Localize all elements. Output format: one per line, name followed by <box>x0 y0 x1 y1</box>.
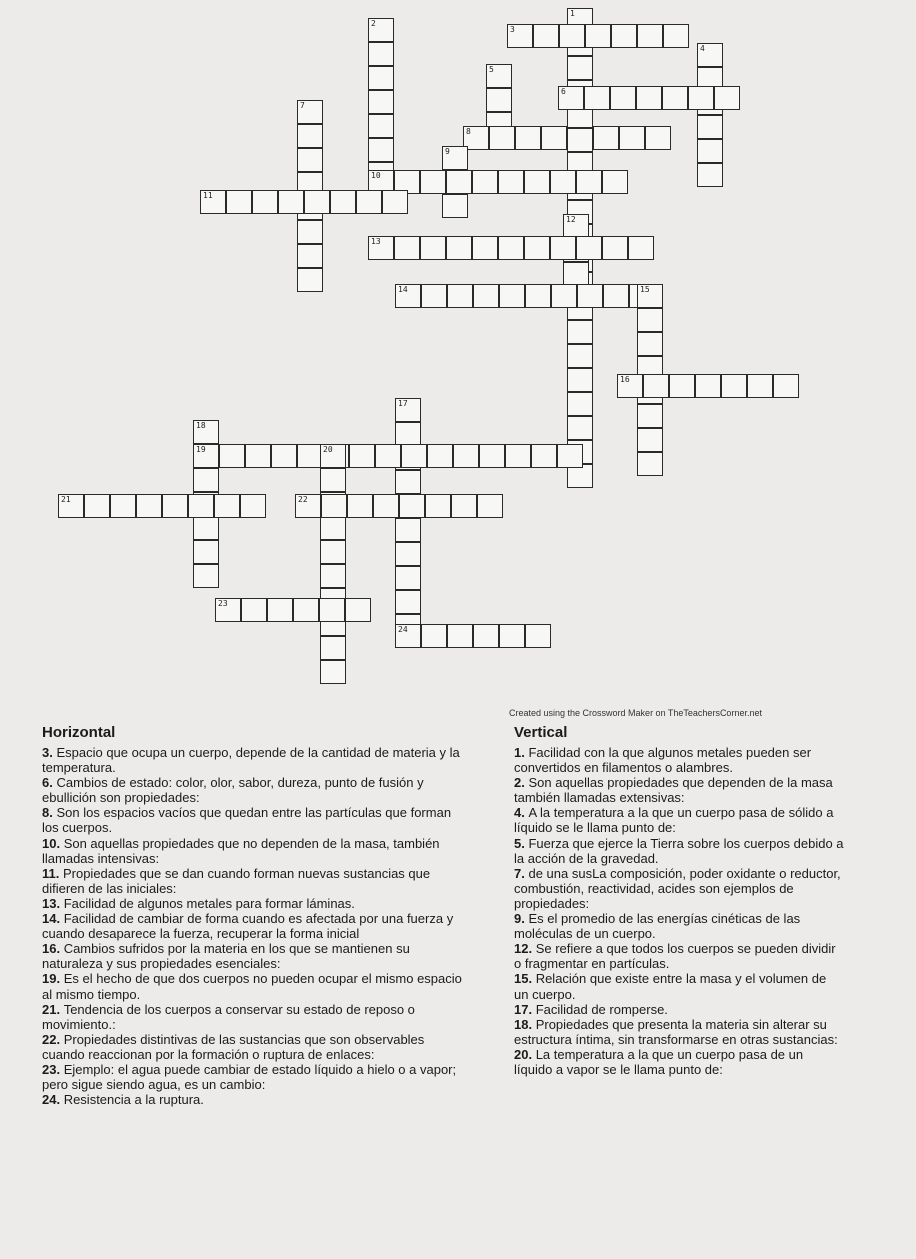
grid-cell[interactable] <box>425 494 451 518</box>
clue-text: Facilidad de cambiar de forma cuando es afectada por una fuerza y cuando desaparece la fuerza, recuperar la forma inicial <box>42 911 454 942</box>
grid-cell[interactable] <box>541 126 567 150</box>
clue-number: 12. <box>514 941 536 957</box>
grid-cell[interactable] <box>636 86 662 110</box>
clue-number-label: 12 <box>566 215 576 224</box>
grid-cell[interactable] <box>349 444 375 468</box>
grid-cell[interactable] <box>669 374 695 398</box>
horizontal-clue <box>42 866 462 896</box>
horizontal-clue <box>42 911 462 941</box>
grid-cell[interactable] <box>567 128 593 152</box>
grid-cell[interactable] <box>320 564 346 588</box>
clue-text: Fuerza que ejerce la Tierra sobre los cuerpos debido a la acción de la gravedad. <box>514 835 844 866</box>
grid-cell[interactable] <box>320 444 346 468</box>
clue-number-label: 24 <box>398 625 408 634</box>
clue-text: La temperatura a la que un cuerpo pasa de un líquido a vapor se le llama punto de: <box>514 1046 804 1077</box>
grid-cell[interactable] <box>347 494 373 518</box>
clue-number-label: 3 <box>510 25 515 34</box>
grid-cell[interactable] <box>395 518 421 542</box>
clue-text: Son los espacios vacíos que quedan entre las partículas que forman los cuerpos. <box>42 805 452 836</box>
grid-cell[interactable] <box>297 220 323 244</box>
grid-cell[interactable] <box>557 444 583 468</box>
grid-cell[interactable] <box>442 146 468 170</box>
grid-cell[interactable] <box>637 428 663 452</box>
clue-number-label: 1 <box>570 9 575 18</box>
grid-cell[interactable] <box>498 170 524 194</box>
clue-number: 6. <box>42 775 57 791</box>
grid-cell[interactable] <box>368 42 394 66</box>
grid-cell[interactable] <box>421 284 447 308</box>
clue-number-label: 19 <box>196 445 206 454</box>
clue-text: Facilidad de algunos metales para formar láminas. <box>63 895 355 911</box>
grid-cell[interactable] <box>602 170 628 194</box>
grid-cell[interactable] <box>637 452 663 476</box>
grid-cell[interactable] <box>617 374 643 398</box>
grid-cell[interactable] <box>663 24 689 48</box>
clue-text: Son aquellas propiedades que no dependen de la masa, también llamadas intensivas: <box>42 835 440 866</box>
grid-cell[interactable] <box>219 444 245 468</box>
grid-cell[interactable] <box>193 516 219 540</box>
clue-number-label: 17 <box>398 399 408 408</box>
grid-cell[interactable] <box>477 494 503 518</box>
grid-cell[interactable] <box>395 624 421 648</box>
clue-number-label: 7 <box>300 101 305 110</box>
grid-cell[interactable] <box>576 236 602 260</box>
clue-number-label: 8 <box>466 127 471 136</box>
grid-cell[interactable] <box>628 236 654 260</box>
vertical-clue <box>514 1047 844 1077</box>
clue-number: 10. <box>42 835 64 851</box>
grid-cell[interactable] <box>567 368 593 392</box>
grid-cell[interactable] <box>489 126 515 150</box>
grid-cell[interactable] <box>193 468 219 492</box>
clue-number: 1. <box>514 745 529 760</box>
clue-number: 5. <box>514 835 529 851</box>
horizontal-clues <box>42 745 462 1107</box>
grid-cell[interactable] <box>697 115 723 139</box>
grid-cell[interactable] <box>567 392 593 416</box>
grid-cell[interactable] <box>472 170 498 194</box>
grid-cell[interactable] <box>245 444 271 468</box>
vertical-clue <box>514 911 844 941</box>
grid-cell[interactable] <box>585 24 611 48</box>
grid-cell[interactable] <box>321 494 347 518</box>
clue-text: Son aquellas propiedades que dependen de la masa también llamadas extensivas: <box>514 775 833 806</box>
grid-cell[interactable] <box>420 236 446 260</box>
grid-cell[interactable] <box>472 236 498 260</box>
grid-cell[interactable] <box>162 494 188 518</box>
grid-cell[interactable] <box>603 284 629 308</box>
grid-cell[interactable] <box>297 148 323 172</box>
horizontal-clue <box>42 805 462 835</box>
clue-number-label: 18 <box>196 421 206 430</box>
grid-cell[interactable] <box>558 86 584 110</box>
clue-number-label: 13 <box>371 237 381 246</box>
grid-cell[interactable] <box>395 470 421 494</box>
clue-number: 18. <box>514 1016 536 1032</box>
grid-cell[interactable] <box>368 138 394 162</box>
grid-cell[interactable] <box>193 540 219 564</box>
clue-number: 3. <box>42 745 57 760</box>
grid-cell[interactable] <box>399 494 425 518</box>
clue-number-label: 20 <box>323 445 333 454</box>
horizontal-clue <box>42 1062 462 1092</box>
clue-number-label: 23 <box>218 599 228 608</box>
grid-cell[interactable] <box>515 126 541 150</box>
clue-number: 11. <box>42 865 63 881</box>
clue-number-label: 6 <box>561 87 566 96</box>
clue-text: Propiedades distintivas de las sustancias que son observables cuando reaccionan por la formación o ruptura de enlaces: <box>42 1031 425 1062</box>
grid-cell[interactable] <box>356 190 382 214</box>
grid-cell[interactable] <box>320 516 346 540</box>
vertical-clue <box>514 941 844 971</box>
grid-cell[interactable] <box>373 494 399 518</box>
vertical-clue <box>514 745 844 775</box>
grid-cell[interactable] <box>320 660 346 684</box>
grid-cell[interactable] <box>499 624 525 648</box>
clue-number: 20. <box>514 1046 536 1062</box>
grid-cell[interactable] <box>688 86 714 110</box>
grid-cell[interactable] <box>610 86 636 110</box>
clue-text: A la temperatura a la que un cuerpo pasa de sólido a líquido se le llama punto de: <box>514 805 834 836</box>
grid-cell[interactable] <box>240 494 266 518</box>
grid-cell[interactable] <box>576 170 602 194</box>
grid-cell[interactable] <box>297 100 323 124</box>
grid-cell[interactable] <box>567 416 593 440</box>
grid-cell[interactable] <box>421 624 447 648</box>
clue-text: Tendencia de los cuerpos a conservar su estado de reposo o movimiento.: <box>42 1001 415 1032</box>
grid-cell[interactable] <box>215 598 241 622</box>
clue-text: Resistencia a la ruptura. <box>63 1092 204 1108</box>
grid-cell[interactable] <box>550 236 576 260</box>
clue-text: Se refiere a que todos los cuerpos se pueden dividir o fragmentar en partículas. <box>514 941 836 972</box>
clue-number: 22. <box>42 1031 64 1047</box>
grid-cell[interactable] <box>297 124 323 148</box>
grid-cell[interactable] <box>395 284 421 308</box>
grid-cell[interactable] <box>499 284 525 308</box>
clue-number: 24. <box>42 1092 64 1108</box>
grid-cell[interactable] <box>320 540 346 564</box>
grid-cell[interactable] <box>58 494 84 518</box>
vertical-clue <box>514 866 844 911</box>
clue-number-label: 10 <box>371 171 381 180</box>
clue-number-label: 21 <box>61 495 71 504</box>
grid-cell[interactable] <box>637 24 663 48</box>
grid-cell[interactable] <box>297 244 323 268</box>
grid-cell[interactable] <box>214 494 240 518</box>
grid-cell[interactable] <box>453 444 479 468</box>
grid-cell[interactable] <box>304 190 330 214</box>
clue-number-label: 22 <box>298 495 308 504</box>
clue-text: Cambios sufridos por la materia en los que se mantienen su naturaleza y sus propiedades esenciales: <box>42 941 410 972</box>
grid-cell[interactable] <box>447 284 473 308</box>
grid-cell[interactable] <box>446 170 472 194</box>
grid-cell[interactable] <box>278 190 304 214</box>
grid-cell[interactable] <box>721 374 747 398</box>
clue-text: Es el hecho de que dos cuerpos no pueden ocupar el mismo espacio al mismo tiempo. <box>42 971 462 1002</box>
clue-text: Espacio que ocupa un cuerpo, depende de la cantidad de materia y la temperatura. <box>42 745 460 776</box>
grid-cell[interactable] <box>525 284 551 308</box>
grid-cell[interactable] <box>320 636 346 660</box>
grid-cell[interactable] <box>395 542 421 566</box>
grid-cell[interactable] <box>241 598 267 622</box>
grid-cell[interactable] <box>643 374 669 398</box>
clue-number-label: 16 <box>620 375 630 384</box>
clue-number: 2. <box>514 775 529 791</box>
vertical-clue <box>514 836 844 866</box>
clue-number-label: 5 <box>489 65 494 74</box>
grid-cell[interactable] <box>193 420 219 444</box>
horizontal-clue <box>42 745 462 775</box>
clue-number-label: 15 <box>640 285 650 294</box>
clue-number: 23. <box>42 1061 64 1077</box>
grid-cell[interactable] <box>637 404 663 428</box>
horizontal-clue <box>42 836 462 866</box>
grid-cell[interactable] <box>486 88 512 112</box>
grid-cell[interactable] <box>567 56 593 80</box>
vertical-clue <box>514 1002 844 1017</box>
grid-cell[interactable] <box>567 344 593 368</box>
grid-cell[interactable] <box>479 444 505 468</box>
grid-cell[interactable] <box>427 444 453 468</box>
grid-cell[interactable] <box>773 374 799 398</box>
vertical-clue <box>514 805 844 835</box>
grid-cell[interactable] <box>267 598 293 622</box>
clue-number: 4. <box>514 805 529 821</box>
grid-cell[interactable] <box>110 494 136 518</box>
grid-cell[interactable] <box>297 268 323 292</box>
grid-cell[interactable] <box>188 494 214 518</box>
horizontal-clue <box>42 941 462 971</box>
grid-cell[interactable] <box>486 64 512 88</box>
clue-number: 7. <box>514 865 529 881</box>
grid-cell[interactable] <box>697 43 723 67</box>
horizontal-clue <box>42 896 462 911</box>
clue-number: 21. <box>42 1001 64 1017</box>
grid-cell[interactable] <box>593 126 619 150</box>
clue-number: 17. <box>514 1001 536 1017</box>
grid-cell[interactable] <box>637 284 663 308</box>
grid-cell[interactable] <box>645 126 671 150</box>
grid-cell[interactable] <box>395 398 421 422</box>
vertical-clue <box>514 1017 844 1047</box>
clue-text: Propiedades que se dan cuando forman nuevas sustancias que difieren de las iniciales: <box>42 865 431 896</box>
grid-cell[interactable] <box>695 374 721 398</box>
grid-cell[interactable] <box>577 284 603 308</box>
clue-text: Facilidad de romperse. <box>535 1001 668 1017</box>
grid-cell[interactable] <box>368 18 394 42</box>
clue-text: Facilidad con la que algunos metales pueden ser convertidos en filamentos o alambres. <box>514 745 812 776</box>
grid-cell[interactable] <box>345 598 371 622</box>
grid-cell[interactable] <box>451 494 477 518</box>
grid-cell[interactable] <box>498 236 524 260</box>
grid-cell[interactable] <box>320 468 346 492</box>
grid-cell[interactable] <box>193 564 219 588</box>
grid-cell[interactable] <box>637 332 663 356</box>
clue-number: 15. <box>514 971 536 987</box>
grid-cell[interactable] <box>330 190 356 214</box>
clue-text: Es el promedio de las energías cinéticas de las moléculas de un cuerpo. <box>514 911 801 942</box>
clue-text: Propiedades que presenta la materia sin alterar su estructura íntima, sin transformarse en otras sustancias: <box>514 1016 838 1047</box>
horizontal-clue <box>42 1032 462 1062</box>
clue-number: 16. <box>42 941 64 957</box>
grid-cell[interactable] <box>473 624 499 648</box>
clue-number: 9. <box>514 911 529 927</box>
clue-number-label: 11 <box>203 191 213 200</box>
grid-cell[interactable] <box>563 214 589 238</box>
grid-cell[interactable] <box>551 284 577 308</box>
grid-cell[interactable] <box>442 194 468 218</box>
vertical-clue <box>514 775 844 805</box>
grid-cell[interactable] <box>697 139 723 163</box>
grid-cell[interactable] <box>611 24 637 48</box>
grid-cell[interactable] <box>226 190 252 214</box>
grid-cell[interactable] <box>136 494 162 518</box>
vertical-title: Vertical <box>514 724 568 741</box>
vertical-clues <box>514 745 844 1077</box>
grid-cell[interactable] <box>395 422 421 446</box>
grid-cell[interactable] <box>473 284 499 308</box>
grid-cell[interactable] <box>525 624 551 648</box>
clue-number: 19. <box>42 971 64 987</box>
grid-cell[interactable] <box>395 566 421 590</box>
grid-cell[interactable] <box>619 126 645 150</box>
grid-cell[interactable] <box>200 190 226 214</box>
grid-cell[interactable] <box>524 236 550 260</box>
grid-cell[interactable] <box>567 320 593 344</box>
grid-cell[interactable] <box>447 624 473 648</box>
grid-cell[interactable] <box>295 494 321 518</box>
clue-number: 8. <box>42 805 57 821</box>
horizontal-clue <box>42 775 462 805</box>
grid-cell[interactable] <box>602 236 628 260</box>
clue-text: Relación que existe entre la masa y el volumen de un cuerpo. <box>514 971 827 1002</box>
grid-cell[interactable] <box>382 190 408 214</box>
grid-cell[interactable] <box>293 598 319 622</box>
clue-number-label: 4 <box>700 44 705 53</box>
grid-cell[interactable] <box>697 163 723 187</box>
grid-cell[interactable] <box>507 24 533 48</box>
grid-cell[interactable] <box>446 236 472 260</box>
grid-cell[interactable] <box>84 494 110 518</box>
grid-cell[interactable] <box>368 90 394 114</box>
clue-number-label: 2 <box>371 19 376 28</box>
grid-cell[interactable] <box>550 170 576 194</box>
grid-cell[interactable] <box>420 170 446 194</box>
horizontal-clue <box>42 971 462 1001</box>
grid-cell[interactable] <box>637 308 663 332</box>
horizontal-title: Horizontal <box>42 724 116 741</box>
grid-cell[interactable] <box>563 262 589 286</box>
grid-cell[interactable] <box>714 86 740 110</box>
grid-cell[interactable] <box>319 598 345 622</box>
vertical-clue <box>514 971 844 1001</box>
grid-cell[interactable] <box>394 236 420 260</box>
grid-cell[interactable] <box>252 190 278 214</box>
grid-cell[interactable] <box>533 24 559 48</box>
grid-cell[interactable] <box>662 86 688 110</box>
grid-cell[interactable] <box>368 114 394 138</box>
grid-cell[interactable] <box>375 444 401 468</box>
grid-cell[interactable] <box>368 66 394 90</box>
horizontal-clue <box>42 1002 462 1032</box>
grid-cell[interactable] <box>531 444 557 468</box>
clue-text: Cambios de estado: color, olor, sabor, dureza, punto de fusión y ebullición son propiedades: <box>42 775 424 806</box>
grid-cell[interactable] <box>193 444 219 468</box>
grid-cell[interactable] <box>368 236 394 260</box>
clue-text: de una susLa composición, poder oxidante o reductor, combustión, reactividad, acides son ejemplos de propiedades: <box>514 865 841 911</box>
clue-number: 14. <box>42 911 64 927</box>
grid-cell[interactable] <box>559 24 585 48</box>
grid-cell[interactable] <box>395 590 421 614</box>
clue-number-label: 9 <box>445 147 450 156</box>
credit-text: Created using the Crossword Maker on TheTeachersCorner.net <box>509 708 762 718</box>
grid-cell[interactable] <box>401 444 427 468</box>
grid-cell[interactable] <box>505 444 531 468</box>
grid-cell[interactable] <box>271 444 297 468</box>
clue-number: 13. <box>42 895 64 911</box>
grid-cell[interactable] <box>584 86 610 110</box>
horizontal-clue <box>42 1092 462 1107</box>
grid-cell[interactable] <box>524 170 550 194</box>
grid-cell[interactable] <box>747 374 773 398</box>
clue-number-label: 14 <box>398 285 408 294</box>
clue-text: Ejemplo: el agua puede cambiar de estado líquido a hielo o a vapor; pero sigue siendo agua, es un cambio: <box>42 1061 457 1093</box>
